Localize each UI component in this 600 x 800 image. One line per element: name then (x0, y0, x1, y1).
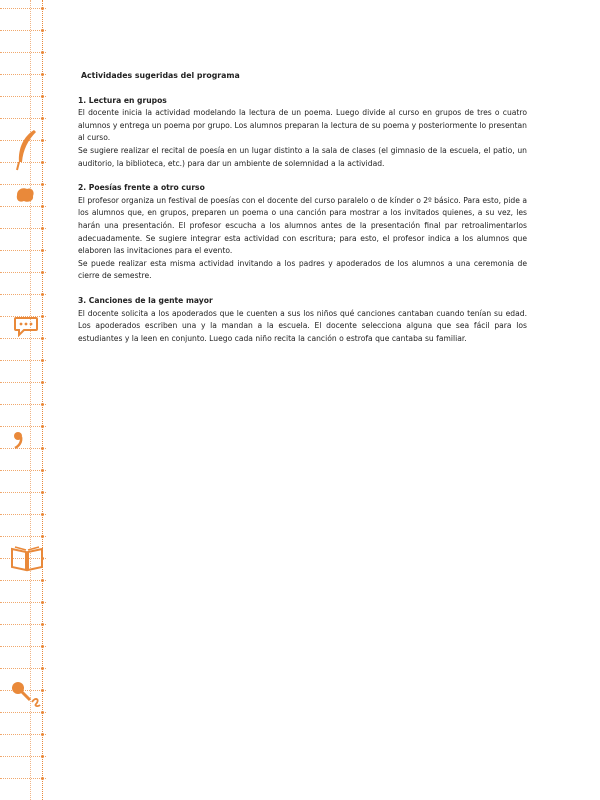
margin-tick (0, 426, 46, 427)
margin-dot (41, 161, 44, 164)
margin-dot (41, 51, 44, 54)
margin-dot (41, 711, 44, 714)
margin-dot (41, 337, 44, 340)
margin-dot (41, 359, 44, 362)
margin-dot (41, 381, 44, 384)
margin-dot (41, 425, 44, 428)
microphone-icon (10, 680, 44, 708)
margin-dot (41, 293, 44, 296)
paragraph: El docente solicita a los apoderados que le cuenten a sus los niños qué canciones cantaban cuando tenían su edad. Los apoderados escriben una y la mandan a la escuela. El docente selecciona alguna que sea fácil para los estudiantes y la leen en conjunto. Luego cada niño recita la canción o estrofa que cantaba su familiar. (78, 308, 527, 343)
margin-dot (41, 73, 44, 76)
margin-dot (41, 645, 44, 648)
margin-dot (41, 469, 44, 472)
margin-dot (41, 139, 44, 142)
section-title: 1. Lectura en grupos (78, 95, 167, 105)
margin-tick (0, 536, 46, 537)
margin-tick (0, 96, 46, 97)
paragraph: El docente inicia la actividad modelando la lectura de un poema. Luego divide al curso en grupos de tres o cuatro alumnos y entrega un poema por grupo. Los alumnos preparan la lectura de su poema y posteriormente lo presentan al curso. (78, 108, 527, 143)
margin-dot (41, 205, 44, 208)
margin-tick (0, 404, 46, 405)
margin-tick (0, 338, 46, 339)
margin-tick (0, 294, 46, 295)
margin-dot (41, 777, 44, 780)
margin-dot (41, 733, 44, 736)
margin-tick (0, 712, 46, 713)
speech-bubble-icon (13, 315, 39, 337)
margin-dot (41, 755, 44, 758)
margin-dot (41, 183, 44, 186)
margin-dot (41, 623, 44, 626)
margin-tick (0, 250, 46, 251)
margin-tick (0, 470, 46, 471)
document-body (78, 70, 527, 357)
section-title: 2. Poesías frente a otro curso (78, 183, 205, 193)
page-title: Actividades sugeridas del programa (81, 71, 240, 80)
paragraph: Se puede realizar esta misma actividad invitando a los padres y apoderados de los alumnos a una ceremonia de cierre de semestre. (78, 258, 527, 281)
section-title: 3. Canciones de la gente mayor (78, 295, 213, 305)
margin-dot (41, 667, 44, 670)
margin-tick (0, 382, 46, 383)
margin-tick (0, 668, 46, 669)
margin-dot (41, 579, 44, 582)
section-lectura-en-grupos (78, 95, 527, 171)
open-book-icon (10, 544, 44, 572)
quill-icon (10, 128, 40, 158)
margin-dot (41, 601, 44, 604)
margin-tick (0, 492, 46, 493)
margin-dot (41, 271, 44, 274)
section-poesias-frente-a-otro-curso (78, 182, 527, 283)
margin-tick (0, 624, 46, 625)
margin-tick (0, 206, 46, 207)
margin-dot (41, 117, 44, 120)
comma-icon (12, 430, 26, 450)
margin-tick (0, 8, 46, 9)
margin-tick (0, 734, 46, 735)
margin-tick (0, 360, 46, 361)
margin-dot (41, 29, 44, 32)
margin-dot (41, 249, 44, 252)
margin-tick (0, 74, 46, 75)
margin-dot (41, 227, 44, 230)
margin-tick (0, 778, 46, 779)
margin-dot (41, 403, 44, 406)
margin-dot (41, 491, 44, 494)
margin-dot (41, 95, 44, 98)
margin-dot (41, 535, 44, 538)
margin-tick (0, 756, 46, 757)
margin-dot (41, 447, 44, 450)
margin-tick (0, 514, 46, 515)
margin-tick (0, 52, 46, 53)
margin-tick (0, 646, 46, 647)
margin-tick (0, 272, 46, 273)
margin-dot (41, 315, 44, 318)
paragraph: Se sugiere realizar el recital de poesía en un lugar distinto a la sala de clases (el gimnasio de la escuela, el patio, un auditorio, la biblioteca, etc.) para dar un ambiente de solemnidad a la actividad. (78, 145, 527, 168)
margin-tick (0, 118, 46, 119)
decorative-margin (0, 0, 52, 800)
ink-blot-icon (14, 183, 36, 205)
margin-tick (0, 580, 46, 581)
margin-dot (41, 7, 44, 10)
margin-dot (41, 513, 44, 516)
margin-tick (0, 30, 46, 31)
section-canciones-de-la-gente-mayor (78, 295, 527, 345)
paragraph: El profesor organiza un festival de poesías con el docente del curso paralelo o de kínder o 2º básico. Para esto, pide a los alumnos que, en grupos, preparen un poema o una canción para mostrar a los invitados quienes, a su vez, les harán una presentación. El profesor escucha a los alumnos antes de la presentación final par retroalimentarlos adecuadamente. Se sugiere integrar esta actividad con escritura; para esto, el profesor indica a los alumnos que elaboren las invitaciones para el evento. (78, 195, 527, 256)
margin-tick (0, 602, 46, 603)
margin-tick (0, 228, 46, 229)
